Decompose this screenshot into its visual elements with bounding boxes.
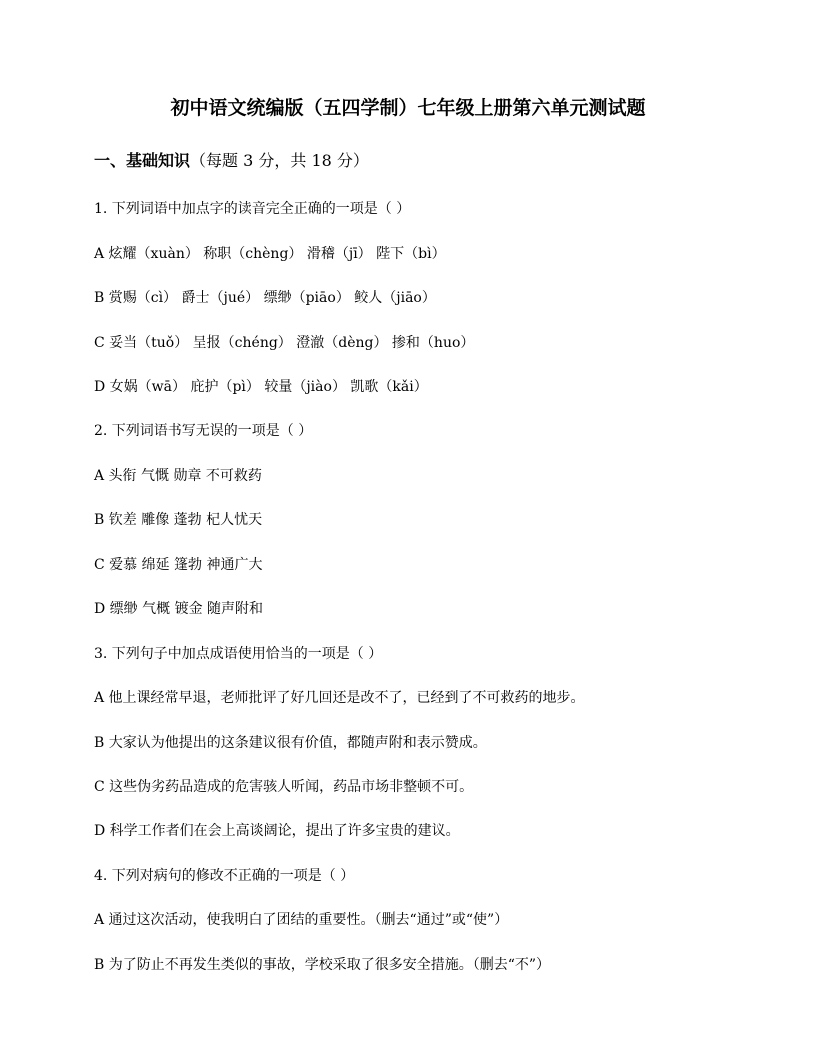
question-2-stem: 2. 下列词语书写无误的一项是（ ） (94, 423, 313, 439)
question-4-stem: 4. 下列对病句的修改不正确的一项是（ ） (94, 868, 355, 884)
section-heading (94, 148, 369, 174)
question-3-option-d: D 科学工作者们在会上高谈阔论，提出了许多宝贵的建议。 (94, 823, 460, 839)
question-1-option-b: B 赏赐（cì） 爵士（jué） 缥缈（piāo） 鲛人（jiāo） (94, 290, 436, 306)
question-1-option-d: D 女娲（wā） 庇护（pì） 较量（jiào） 凯歌（kǎi） (94, 379, 428, 395)
question-3-stem: 3. 下列句子中加点成语使用恰当的一项是（ ） (94, 646, 383, 662)
question-4-option-b: B 为了防止不再发生类似的事故，学校采取了很多安全措施。（删去“不”） (94, 957, 551, 973)
question-2-option-c: C 爱慕 绵延 篷勃 神通广大 (94, 557, 263, 573)
question-3-option-c: C 这些伪劣药品造成的危害骇人听闻，药品市场非整顿不可。 (94, 779, 474, 795)
page-title: 初中语文统编版（五四学制）七年级上册第六单元测试题 (170, 97, 646, 119)
question-3-option-b: B 大家认为他提出的这条建议很有价值，都随声附和表示赞成。 (94, 735, 487, 751)
question-1-stem: 1. 下列词语中加点字的读音完全正确的一项是（ ） (94, 201, 411, 217)
question-2-option-d: D 缥缈 气概 镀金 随声附和 (94, 601, 264, 617)
question-2-option-a: A 头衔 气慨 勋章 不可救药 (94, 468, 262, 484)
question-3-option-a: A 他上课经常早退，老师批评了好几回还是改不了，已经到了不可救药的地步。 (94, 690, 585, 706)
question-4-option-a: A 通过这次活动，使我明白了团结的重要性。（删去“通过”或“使”） (94, 912, 509, 928)
question-2-option-b: B 钦差 雕像 蓬勃 杞人忧天 (94, 512, 263, 528)
section-title: 一、基础知识 (94, 151, 191, 170)
section-score-note: （每题 3 分，共 18 分） (190, 151, 369, 170)
question-1-option-c: C 妥当（tuǒ） 呈报（chéng） 澄澈（dèng） 掺和（huo） (94, 335, 475, 351)
question-1-option-a: A 炫耀（xuàn） 称职（chèng） 滑稽（jī） 陛下（bì） (94, 246, 446, 262)
